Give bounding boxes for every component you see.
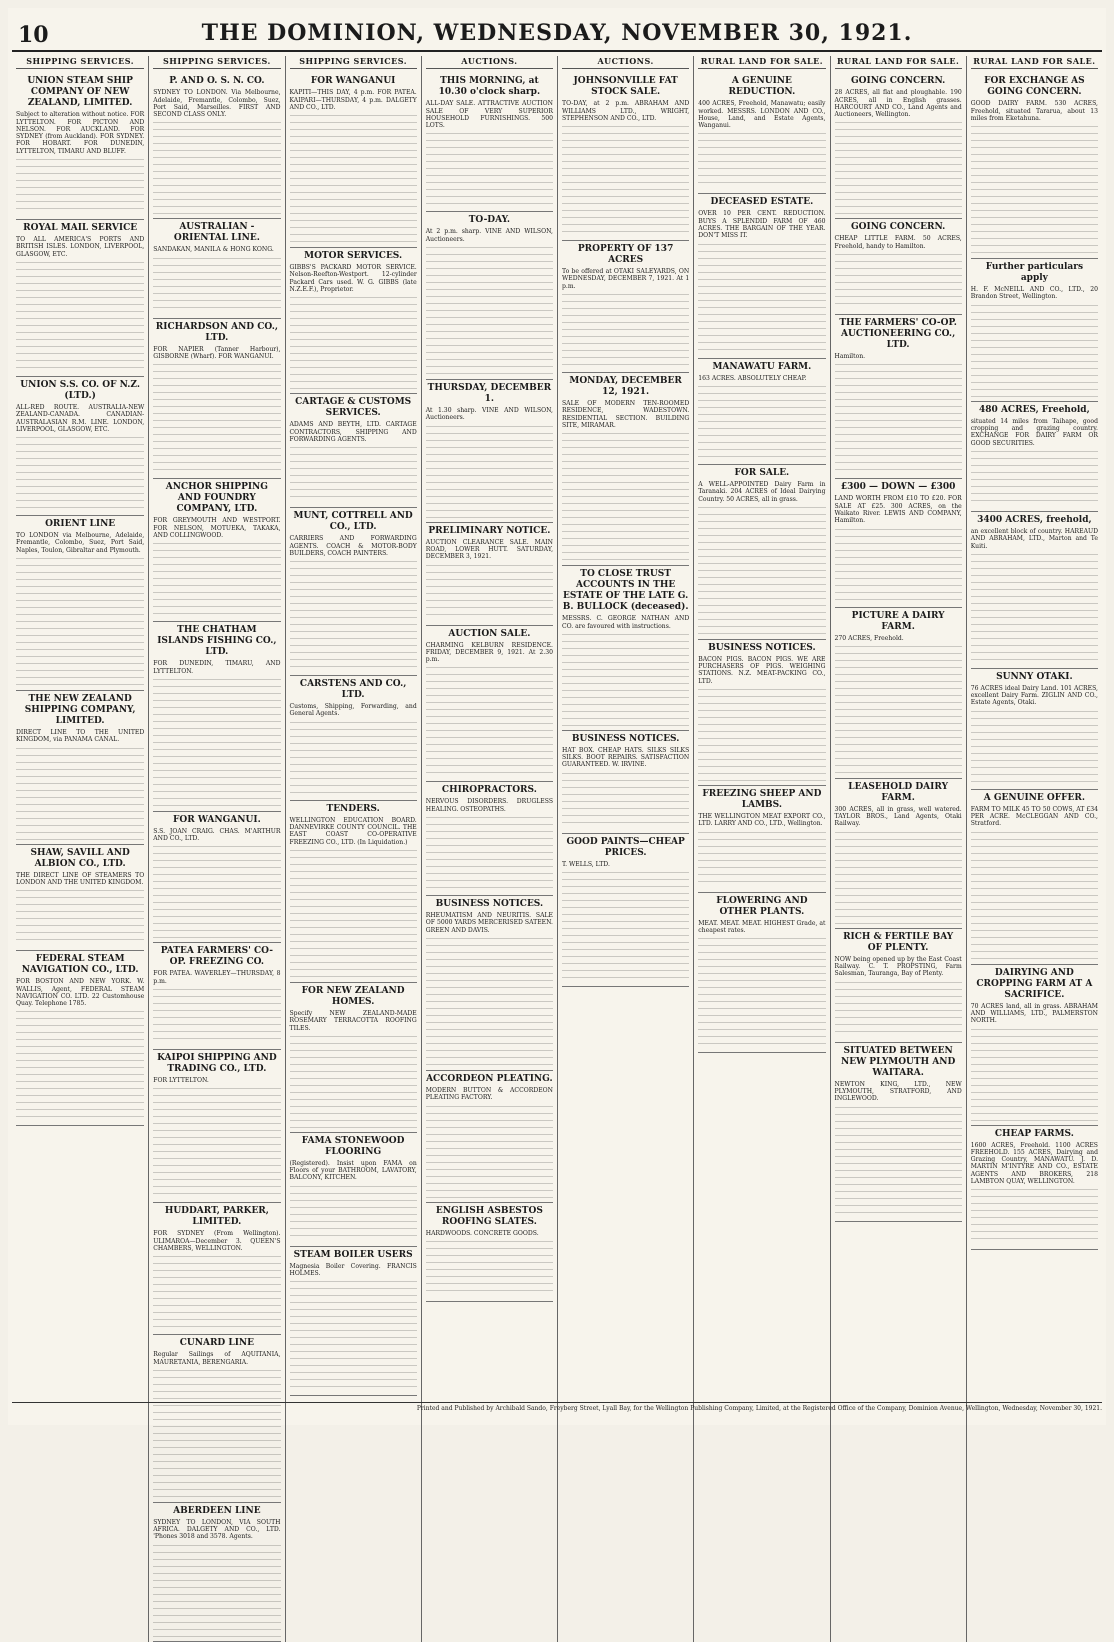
- advertisement-text: MESSRS. C. GEORGE NATHAN AND CO. are favoured with instructions.: [562, 615, 690, 630]
- advertisement-headline: BUSINESS NOTICES.: [571, 733, 680, 744]
- small-print-text-block: [562, 122, 689, 236]
- advertisement-headline: ANCHOR SHIPPING AND FOUNDRY COMPANY, LTD.: [165, 482, 268, 515]
- small-print-text-block: [971, 707, 1098, 785]
- advertisement: [153, 73, 280, 219]
- advertisement-headline: TENDERS.: [326, 803, 380, 814]
- advertisement-headline: TO CLOSE TRUST ACCOUNTS IN THE ESTATE OF THE LATE G. B. BULLOCK (deceased).: [562, 569, 689, 613]
- advertisement-headline: A GENUINE OFFER.: [983, 792, 1085, 803]
- advertisement-text: H. F. McNEILL AND CO., LTD., 20 Brandon Street, Wellington.: [970, 286, 1098, 301]
- advertisement-headline: HUDDART, PARKER, LIMITED.: [164, 1206, 269, 1228]
- small-print-text-block: [426, 129, 553, 207]
- advertisement: [290, 73, 417, 248]
- small-print-text-block: [698, 382, 825, 460]
- advertisement: [698, 893, 825, 1054]
- advertisement-text: At 2 p.m. sharp. VINE AND WILSON, Auctioneers.: [425, 228, 553, 243]
- advertisement-headline: FOR SALE.: [734, 467, 790, 478]
- advertisement: [16, 516, 144, 691]
- advertisement-headline: RICHARDSON AND CO., LTD.: [155, 321, 278, 343]
- small-print-text-block: [153, 118, 280, 214]
- advertisement-text: 300 ACRES, all in grass, well watered. TAYLOR BROS., Land Agents, Otaki Railway.: [834, 805, 962, 828]
- advertisement: [835, 779, 962, 929]
- advertisement-text: WELLINGTON EDUCATION BOARD. DANNEVIRKE COUNTY COUNCIL. THE EAST COAST CO-OPERATIVE FREEZING CO., LTD. (In Liquidation.): [289, 816, 417, 846]
- advertisement: [971, 259, 1098, 402]
- advertisement-headline: MUNT, COTTRELL AND CO., LTD.: [293, 511, 413, 533]
- advertisement-headline: GOING CONCERN.: [850, 76, 946, 87]
- advertisement-text: TO ALL AMERICA'S PORTS AND BRITISH ISLES. LONDON, LIVERPOOL, GLASGOW, ETC.: [16, 236, 145, 258]
- advertisement: [971, 965, 1098, 1126]
- advertisement: [835, 73, 962, 219]
- advertisement: [835, 479, 962, 607]
- small-print-text-block: [835, 828, 962, 924]
- small-print-text-block: [971, 122, 1098, 254]
- advertisement-headline: FOR NEW ZEALAND HOMES.: [301, 985, 405, 1007]
- advertisement: [562, 241, 689, 373]
- advertisement-headline: Further particulars apply: [985, 262, 1084, 284]
- small-print-text-block: [153, 1252, 280, 1330]
- advertisement-headline: FAMA STONEWOOD FLOORING: [301, 1135, 405, 1157]
- advertisement: [971, 73, 1098, 259]
- advertisement-headline: ABERDEEN LINE: [173, 1505, 261, 1516]
- advertisement-text: GIBBS'S PACKARD MOTOR SERVICE. Nelson-Reefton-Westport. 12-cylinder Packard Cars used. W. G. GIBBS (late N.Z.E.F.), Proprietor.: [289, 264, 417, 294]
- advertisement-text: SANDAKAN, MANILA & HONG KONG.: [153, 246, 274, 254]
- advertisement-text: 28 ACRES, all flat and ploughable. 190 ACRES, all in English grasses. HARCOURT AND CO., Land Agents and Auctioneers, Wellington.: [834, 89, 962, 119]
- advertisement: [971, 402, 1098, 512]
- advertisement: [16, 377, 144, 516]
- small-print-text-block: [835, 118, 962, 214]
- advertisement: [153, 943, 280, 1050]
- advertisement-text: SYDNEY TO LONDON, VIA SOUTH AFRICA. DALGETY AND CO., LTD. 'Phones 3018 and 3578. Agents.: [153, 1518, 281, 1541]
- advertisement-headline: THE NEW ZEALAND SHIPPING COMPANY, LIMITED.: [24, 694, 136, 727]
- advertisement: [290, 676, 417, 801]
- small-print-text-block: [290, 557, 417, 671]
- small-print-text-block: [835, 250, 962, 310]
- advertisement-text: Specify NEW ZEALAND-MADE ROSEMARY TERRACOTTA ROOFING TILES.: [289, 1009, 417, 1032]
- small-print-text-block: [16, 155, 144, 215]
- advertisement-text: ALL-DAY SALE. ATTRACTIVE AUCTION SALE OF VERY SUPERIOR HOUSEHOLD FURNISHINGS. 500 LOTS.: [425, 100, 553, 130]
- column-heading: RURAL LAND FOR SALE.: [971, 56, 1098, 69]
- advertisement-headline: PICTURE A DAIRY FARM.: [851, 610, 945, 632]
- small-print-text-block: [426, 561, 553, 621]
- small-print-text-block: [698, 828, 825, 888]
- small-print-text-block: [426, 243, 553, 375]
- advertisement-text: T. WELLS, LTD.: [562, 860, 610, 868]
- advertisement-headline: RICH & FERTILE BAY OF PLENTY.: [843, 931, 954, 953]
- advertisement-headline: CHEAP FARMS.: [994, 1128, 1074, 1139]
- small-print-text-block: [290, 846, 417, 978]
- advertisement-headline: STEAM BOILER USERS: [293, 1249, 413, 1260]
- advertisement-text: HARDWOODS. CONCRETE GOODS.: [425, 1229, 539, 1237]
- advertisement: [426, 380, 553, 523]
- advertisement: [426, 782, 553, 896]
- advertisement-text: Regular Sailings of AQUITANIA, MAURETANIA, BERENGARIA.: [153, 1351, 281, 1366]
- advertisement: [698, 359, 825, 465]
- small-print-text-block: [426, 934, 553, 1066]
- advertisement: [698, 465, 825, 640]
- advertisement: [290, 801, 417, 983]
- small-print-text-block: [16, 433, 144, 511]
- advertisement-text: 270 ACRES, Freehold.: [834, 634, 904, 642]
- paper-title: THE DOMINION, WEDNESDAY, NOVEMBER 30, 1921.: [201, 20, 913, 46]
- advertisement-headline: LEASEHOLD DAIRY FARM.: [848, 781, 948, 803]
- newspaper-page: [8, 8, 1106, 1541]
- small-print-text-block: [153, 1084, 280, 1198]
- advertisement: [698, 640, 825, 786]
- advertisement: [16, 845, 144, 952]
- advertisement: [835, 315, 962, 479]
- advertisement-headline: PRELIMINARY NOTICE.: [428, 525, 551, 536]
- small-print-text-block: [426, 422, 553, 518]
- small-print-text-block: [835, 525, 962, 603]
- small-print-text-block: [153, 360, 280, 474]
- advertisement: [290, 983, 417, 1133]
- advertisement: [16, 951, 144, 1126]
- advertisement-text: Magnesia Boiler Covering. FRANCIS HOLMES.: [289, 1262, 417, 1278]
- advertisement-text: 76 ACRES ideal Dairy Land. 101 ACRES, excellent Dairy Farm. ZIGLIN AND CO., Estate Agents, Otaki.: [970, 684, 1098, 707]
- advertisement-text: FOR GREYMOUTH AND WESTPORT. FOR NELSON, MOTUEKA, TAKAKA, AND COLLINGWOOD.: [153, 517, 281, 539]
- advertisement: [426, 1071, 553, 1203]
- advertisement-headline: ENGLISH ASBESTOS ROOFING SLATES.: [435, 1205, 543, 1227]
- small-print-text-block: [426, 1102, 553, 1198]
- small-print-text-block: [835, 360, 962, 474]
- small-print-text-block: [153, 985, 280, 1045]
- advertisement-text: AUCTION CLEARANCE SALE. MAIN ROAD, LOWER HUTT. SATURDAY, DECEMBER 3, 1921.: [425, 538, 553, 561]
- advertisement: [698, 786, 825, 893]
- advertisement-headline: FOR EXCHANGE AS GOING CONCERN.: [984, 76, 1085, 98]
- advertisement: [16, 220, 144, 377]
- advertisement: [290, 1247, 417, 1397]
- advertisement-headline: THE FARMERS' CO-OP. AUCTIONEERING CO., LTD.: [839, 318, 957, 351]
- advertisement-text: FOR PATEA. WAVERLEY—THURSDAY, 8 p.m.: [153, 970, 281, 985]
- advertisement-headline: FOR WANGANUI.: [173, 814, 261, 825]
- advertisement-headline: ORIENT LINE: [45, 519, 116, 530]
- small-print-text-block: [426, 813, 553, 891]
- column-heading: RURAL LAND FOR SALE.: [835, 56, 962, 69]
- advertisement-headline: FEDERAL STEAM NAVIGATION CO., LTD.: [21, 954, 139, 976]
- column-heading: SHIPPING SERVICES.: [153, 56, 280, 69]
- advertisement-headline: MOTOR SERVICES.: [304, 251, 403, 262]
- advertisement-text: NOW being opened up by the East Coast Railway. C. T. PROPSTING, Farm Salesman, Tauranga, Bay of Plenty.: [834, 955, 962, 978]
- advertisement-text: an excellent block of country. HAREAUD AND ABRAHAM, LTD., Marton and Te Kuiti.: [970, 527, 1098, 550]
- advertisement: [835, 608, 962, 779]
- small-print-text-block: [16, 886, 144, 946]
- advertisement-text: (Registered). Insist upon FAMA on Floors of your BATHROOM, LAVATORY, BALCONY, KITCHEN.: [289, 1159, 417, 1182]
- advertisement-text: SALE OF MODERN TEN-ROOMED RESIDENCE, WADESTOWN. RESIDENTIAL SECTION. BUILDING SITE, MIRAMAR.: [562, 400, 690, 429]
- advertisement-text: FOR LYTTELTON.: [153, 1077, 209, 1085]
- advertisement: [16, 691, 144, 845]
- advertisement-headline: AUCTION SALE.: [448, 628, 531, 639]
- advertisement-text: MEAT. MEAT. MEAT. HIGHEST Grade, at cheapest rates.: [698, 919, 826, 934]
- advertisement: [16, 73, 144, 220]
- small-print-text-block: [835, 978, 962, 1038]
- advertisement-headline: JOHNSONVILLE FAT STOCK SALE.: [573, 76, 678, 98]
- advertisement-text: MODERN BUTTON & ACCORDEON PLEATING FACTORY.: [425, 1086, 553, 1102]
- small-print-text-block: [698, 129, 825, 189]
- advertisement: [835, 219, 962, 315]
- advertisement: [562, 73, 689, 241]
- column-heading: AUCTIONS.: [562, 56, 689, 69]
- small-print-text-block: [562, 769, 689, 829]
- small-print-text-block: [153, 254, 280, 314]
- small-print-text-block: [562, 290, 689, 368]
- advertisement-headline: P. AND O. S. N. CO.: [169, 76, 265, 87]
- small-print-text-block: [153, 842, 280, 938]
- advertisement-text: RHEUMATISM AND NEURITIS. SALE OF 5000 YARDS MERCERISED SATEEN. GREEN AND DAVIS.: [425, 912, 553, 934]
- advertisement: [971, 1126, 1098, 1251]
- advertisement-headline: AUSTRALIAN - ORIENTAL LINE.: [173, 222, 260, 244]
- advertisement-text: THE DIRECT LINE OF STEAMERS TO LONDON AND THE UNITED KINGDOM.: [16, 871, 145, 886]
- advertisement-text: situated 14 miles from Taihape, good cropping and grazing country. EXCHANGE FOR DAIRY FARM OR GOOD SECURITIES.: [970, 417, 1098, 447]
- advertisement-text: LAND WORTH FROM £10 TO £20. FOR SALE AT £25. 300 ACRES, on the Waikato River. LEWIS AND COMPANY, Hamilton.: [834, 495, 962, 525]
- advertisement-text: 70 ACRES land, all in grass. ABRAHAM AND WILLIAMS, LTD., PALMERSTON NORTH.: [970, 1002, 1098, 1025]
- small-print-text-block: [426, 663, 553, 777]
- advertisement-text: FOR DUNEDIN, TIMARU, AND LYTTELTON.: [153, 660, 281, 675]
- small-print-text-block: [562, 868, 689, 982]
- advertisement-text: BACON PIGS. BACON PIGS. WE ARE PURCHASERS OF PIGS. WEIGHING STATIONS. N.Z. MEAT-PACKING CO., LTD.: [698, 655, 826, 685]
- advertisement-headline: DECEASED ESTATE.: [710, 197, 814, 208]
- advertisement-headline: PATEA FARMERS' CO-OP. FREEZING CO.: [160, 946, 274, 968]
- advertisement: [426, 212, 553, 380]
- advertisement-text: ALL-RED ROUTE. AUSTRALIA-NEW ZEALAND-CANADA. CANADIAN-AUSTRALASIAN R.M. LINE. LONDON, LIVERPOOL, GLASGOW, ETC.: [16, 403, 145, 433]
- advertisement-headline: UNION STEAM SHIP COMPANY OF NEW ZEALAND, LIMITED.: [27, 76, 133, 109]
- advertisement-text: Hamilton.: [834, 353, 866, 361]
- advertisement-headline: CHIROPRACTORS.: [441, 785, 537, 796]
- small-print-text-block: [290, 111, 417, 243]
- advertisement: [698, 194, 825, 358]
- small-print-text-block: [971, 1185, 1098, 1245]
- advertisement-headline: BUSINESS NOTICES.: [708, 642, 816, 653]
- advertisement-text: DIRECT LINE TO THE UNITED KINGDOM, via PANAMA CANAL.: [16, 729, 145, 744]
- small-print-text-block: [16, 1007, 144, 1121]
- advertisement: [153, 319, 280, 480]
- advertisement: [562, 373, 689, 566]
- advertisement-text: FARM TO MILK 45 TO 50 COWS, AT £34 PER ACRE. McCLEGGAN AND CO., Stratford.: [970, 805, 1098, 828]
- advertisement-headline: TO-DAY.: [468, 215, 511, 226]
- small-print-text-block: [16, 744, 144, 840]
- advertisement: [153, 479, 280, 622]
- advertisement: [426, 626, 553, 783]
- advertisement-text: NEWTON KING, LTD., NEW PLYMOUTH, STRATFORD, AND INGLEWOOD.: [834, 1080, 962, 1103]
- advertisement: [153, 1050, 280, 1203]
- column-heading: RURAL LAND FOR SALE.: [698, 56, 825, 69]
- small-print-text-block: [290, 1277, 417, 1391]
- advertisement-text: SYDNEY TO LONDON. Via Melbourne, Adelaide, Fremantle, Colombo, Suez, Port Said, Marseilles. FIRST AND SECOND CLASS ONLY.: [153, 89, 281, 119]
- masthead: [12, 16, 1102, 52]
- advertisement-text: To be offered at OTAKI SALEYARDS, ON WEDNESDAY, DECEMBER 7, 1921. At 1 p.m.: [562, 268, 690, 290]
- small-print-text-block: [290, 1182, 417, 1242]
- advertisement: [290, 248, 417, 394]
- small-print-text-block: [290, 718, 417, 796]
- small-print-text-block: [562, 630, 689, 726]
- advertisement-headline: THE CHATHAM ISLANDS FISHING CO., LTD.: [157, 625, 277, 658]
- advertisement: [290, 508, 417, 676]
- advertisement-headline: FREEZING SHEEP AND LAMBS.: [702, 789, 822, 811]
- advertisement-headline: ROYAL MAIL SERVICE: [23, 223, 138, 234]
- column-heading: SHIPPING SERVICES.: [290, 56, 417, 69]
- small-print-text-block: [562, 429, 689, 561]
- advertisement-headline: UNION S.S. CO. OF N.Z. (LTD.): [20, 379, 140, 401]
- advertisement-headline: 480 ACRES, Freehold,: [979, 404, 1090, 415]
- small-print-text-block: [835, 642, 962, 774]
- advertisement: [290, 1133, 417, 1247]
- advertisement-text: GOOD DAIRY FARM. 530 ACRES, Freehold, situated Tararua, about 13 miles from Eketahuna.: [970, 100, 1098, 122]
- advertisement-headline: THURSDAY, DECEMBER 1.: [427, 383, 552, 405]
- advertisement-text: CARRIERS AND FORWARDING AGENTS. COACH & MOTOR-BODY BUILDERS, COACH PAINTERS.: [289, 535, 417, 557]
- advertisement: [426, 523, 553, 626]
- advertisement-text: FOR SYDNEY (From Wellington). ULIMAROA—December 3. QUEEN'S CHAMBERS, WELLINGTON.: [153, 1230, 281, 1252]
- advertisement: [562, 834, 689, 987]
- advertisement: [971, 512, 1098, 669]
- page-number: 10: [18, 22, 49, 48]
- small-print-text-block: [698, 240, 825, 354]
- advertisement-headline: PROPERTY OF 137 ACRES: [577, 244, 674, 266]
- small-print-text-block: [698, 503, 825, 635]
- advertisement-headline: ACCORDEON PLEATING.: [426, 1073, 553, 1084]
- advertisement-text: TO LONDON via Melbourne, Adelaide, Fremantle, Colombo, Suez, Port Said, Naples, Toulon, Gibraltar and Plymouth.: [16, 532, 145, 554]
- advertisement-headline: FOR WANGANUI: [310, 76, 396, 87]
- small-print-text-block: [16, 258, 144, 372]
- advertisement-headline: SUNNY OTAKI.: [996, 671, 1073, 682]
- advertisement-headline: SITUATED BETWEEN NEW PLYMOUTH AND WAITARA.: [840, 1045, 956, 1078]
- advertisement: [426, 1203, 553, 1302]
- small-print-text-block: [290, 293, 417, 389]
- advertisement-headline: MANAWATU FARM.: [712, 361, 812, 372]
- footer-imprint: Printed and Published by Archibald Sando, Freyberg Street, Lyall Bay, for the Wellington Publishing Company, Limited, at the Registered Office of the Company, Dominion Avenue, Wellington, Wednesday, November 30, 1921.: [12, 1402, 1102, 1421]
- advertisement-text: CHARMING KELBURN RESIDENCE. FRIDAY, DECEMBER 9, 1921. At 2.30 p.m.: [425, 641, 553, 664]
- advertisement-text: 1600 ACRES, Freehold. 1100 ACRES FREEHOLD. 155 ACRES, Dairying and Grazing Country, MANAWATU. J. D. MARTIN M'INTYRE AND CO., ESTATE AGENTS AND BROKERS, 218 LAMBTON QUAY, WELLINGTON.: [970, 1141, 1098, 1186]
- small-print-text-block: [698, 685, 825, 781]
- advertisement-text: Customs, Shipping, Forwarding, and General Agents.: [289, 703, 417, 718]
- advertisement-text: 163 ACRES. ABSOLUTELY CHEAP.: [698, 374, 807, 382]
- small-print-text-block: [971, 828, 1098, 960]
- small-print-text-block: [153, 675, 280, 807]
- advertisement-headline: CUNARD LINE: [179, 1338, 254, 1349]
- advertisement-headline: A GENUINE REDUCTION.: [728, 76, 796, 98]
- column-heading: SHIPPING SERVICES.: [16, 56, 144, 69]
- advertisement-headline: 3400 ACRES, freehold,: [977, 514, 1092, 525]
- advertisement-headline: DAIRYING AND CROPPING FARM AT A SACRIFICE.: [976, 967, 1093, 1000]
- advertisement-headline: GOOD PAINTS—CHEAP PRICES.: [566, 836, 685, 858]
- small-print-text-block: [153, 539, 280, 617]
- advertisement: [835, 1043, 962, 1222]
- small-print-text-block: [971, 550, 1098, 664]
- small-print-text-block: [698, 934, 825, 1048]
- advertisement-text: 400 ACRES, Freehold, Manawatu; easily worked. MESSRS. LONDON AND CO., House, Land, and Estate Agents, Wanganui.: [698, 100, 826, 130]
- advertisement-text: NERVOUS DISORDERS. DRUGLESS HEALING. OSTEOPATHS.: [425, 798, 553, 813]
- advertisement: [698, 73, 825, 194]
- advertisement-headline: £300 — DOWN — £300: [840, 482, 956, 493]
- advertisement: [153, 622, 280, 812]
- advertisement: [153, 812, 280, 944]
- small-print-text-block: [971, 1025, 1098, 1121]
- advertisement-headline: MONDAY, DECEMBER 12, 1921.: [569, 376, 682, 398]
- advertisement-headline: CARSTENS AND CO., LTD.: [299, 679, 407, 701]
- small-print-text-block: [16, 554, 144, 686]
- advertisement-headline: KAIPOI SHIPPING AND TRADING CO., LTD.: [157, 1053, 277, 1075]
- advertisement-headline: CARTAGE & CUSTOMS SERVICES.: [295, 397, 412, 419]
- small-print-text-block: [290, 443, 417, 503]
- advertisement: [153, 219, 280, 318]
- advertisement-text: KAPITI—THIS DAY, 4 p.m. FOR PATEA. KAIPARI—THURSDAY, 4 p.m. DALGETY AND CO., LTD.: [289, 89, 417, 111]
- advertisement-text: A WELL-APPOINTED Dairy Farm in Taranaki. 204 ACRES of Ideal Dairying Country. 50 ACRES, all in grass.: [698, 480, 826, 503]
- advertisement-headline: FLOWERING AND OTHER PLANTS.: [716, 895, 808, 917]
- advertisement-headline: SHAW, SAVILL AND ALBION CO., LTD.: [30, 847, 130, 869]
- advertisement-text: TO-DAY, at 2 p.m. ABRAHAM AND WILLIAMS LTD., WRIGHT, STEPHENSON AND CO., LTD.: [562, 100, 690, 122]
- advertisement: [971, 790, 1098, 965]
- advertisement-text: ADAMS AND BEYTH, LTD. CARTAGE CONTRACTORS, SHIPPING AND FORWARDING AGENTS.: [289, 421, 417, 443]
- advertisement-text: OVER 10 PER CENT. REDUCTION. BUYS A SPLENDID FARM OF 460 ACRES. THE BARGAIN OF THE YEAR. DON'T MISS IT.: [698, 210, 826, 240]
- advertisement-text: HAT BOX. CHEAP HATS. SILKS SILKS SILKS. BOOT REPAIRS. SATISFACTION GUARANTEED. W. IRVINE.: [562, 746, 690, 769]
- advertisement-headline: THIS MORNING, at 10.30 o'clock sharp.: [438, 76, 541, 98]
- small-print-text-block: [153, 1541, 280, 1637]
- advertisement-text: FOR BOSTON AND NEW YORK. W. WALLIS, Agent, FEDERAL STEAM NAVIGATION CO. LTD. 22 Customhouse Quay. Telephone 1785.: [16, 978, 145, 1008]
- advertisement-headline: BUSINESS NOTICES.: [435, 899, 544, 910]
- small-print-text-block: [426, 1237, 553, 1297]
- small-print-text-block: [290, 1032, 417, 1128]
- advertisement: [153, 1503, 280, 1642]
- advertisement-text: Subject to alteration without notice. FOR LYTTELTON. FOR PICTON AND NELSON. FOR AUCKLAND. FOR SYDNEY (from Auckland). FOR SYDNEY. FOR HOBART. FOR DUNEDIN, LYTTELTON, TIMARU AND BLUFF.: [16, 111, 145, 155]
- advertisement: [426, 896, 553, 1071]
- advertisement-text: At 1.30 sharp. VINE AND WILSON, Auctioneers.: [425, 407, 553, 422]
- advertisement: [153, 1203, 280, 1335]
- advertisement: [290, 394, 417, 508]
- advertisement: [426, 73, 553, 212]
- advertisement: [835, 929, 962, 1043]
- small-print-text-block: [971, 301, 1098, 397]
- small-print-text-block: [971, 447, 1098, 507]
- advertisement-text: CHEAP LITTLE FARM. 50 ACRES, Freehold, handy to Hamilton.: [834, 235, 962, 250]
- small-print-text-block: [153, 1366, 280, 1498]
- advertisement-text: THE WELLINGTON MEAT EXPORT CO., LTD. LARRY AND CO., LTD., Wellington.: [698, 813, 826, 828]
- column-heading: AUCTIONS.: [426, 56, 553, 69]
- advertisement: [562, 731, 689, 834]
- advertisement: [971, 669, 1098, 790]
- advertisement: [562, 566, 689, 731]
- advertisement-text: FOR NAPIER (Tanner Harbour), GISBORNE (Wharf). FOR WANGANUI.: [153, 345, 281, 361]
- small-print-text-block: [835, 1103, 962, 1217]
- advertisement-headline: GOING CONCERN.: [850, 222, 946, 233]
- advertisement-text: S.S. JOAN CRAIG. CHAS. M'ARTHUR AND CO., LTD.: [153, 827, 281, 843]
